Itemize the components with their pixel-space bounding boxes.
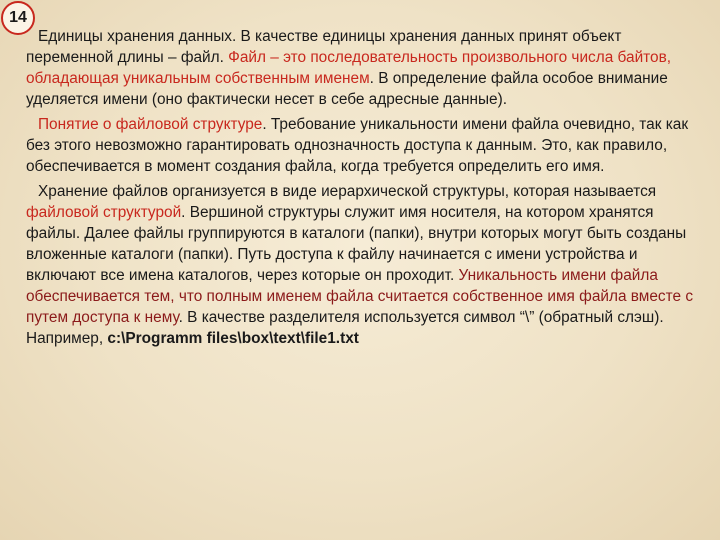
text-segment: . Вершиной структуры служит имя носителя, на котором хранятся файлы. Далее файлы группируются в каталоги (папки), внутри которых могут быть созданы вложенные каталоги (папки). Путь доступа к файлу начинается с имени устройства и включают все имена каталогов, через которые он проходит. bbox=[26, 204, 687, 284]
text-segment: Хранение файлов организуется в виде иерархической структуры, которая называется bbox=[38, 183, 657, 200]
paragraph-storage-units bbox=[26, 26, 702, 110]
text-segment: . В качестве разделителя используется символ “\” (обратный слэш). Например, bbox=[26, 309, 664, 347]
term-file-structure-concept: Понятие о файловой структуре bbox=[38, 116, 263, 133]
slide-number-badge: 14 bbox=[1, 1, 35, 35]
text-segment: . В определение файла особое внимание уделяется имени (оно фактически несет в себе адресные данные). bbox=[26, 70, 668, 108]
paragraph-hierarchy bbox=[26, 181, 702, 349]
term-file-structure: файловой структурой bbox=[26, 204, 182, 221]
paragraph-file-structure-concept bbox=[26, 114, 702, 177]
term-storage-units: Единицы хранения данных bbox=[38, 28, 232, 45]
text-segment: . В качестве единицы хранения данных принят объект переменной длины – файл. bbox=[26, 28, 622, 66]
slide-body bbox=[26, 26, 702, 349]
path-example: c:\Programm files\box\text\file1.txt bbox=[107, 330, 359, 347]
uniqueness-rule: Уникальность имени файла обеспечивается тем, что полным именем файла считается собственное имя файла вместе с путем доступа к нему bbox=[26, 267, 694, 326]
text-segment: . Требование уникальности имени файла очевидно, так как без этого невозможно гарантировать однозначность доступа к данным. Это, как правило, обеспечивается в момент создания файла, когда требуется определить его имя. bbox=[26, 116, 689, 175]
file-definition: Файл – это последовательность произвольного числа байтов, обладающая уникальным собственным именем bbox=[26, 49, 672, 87]
